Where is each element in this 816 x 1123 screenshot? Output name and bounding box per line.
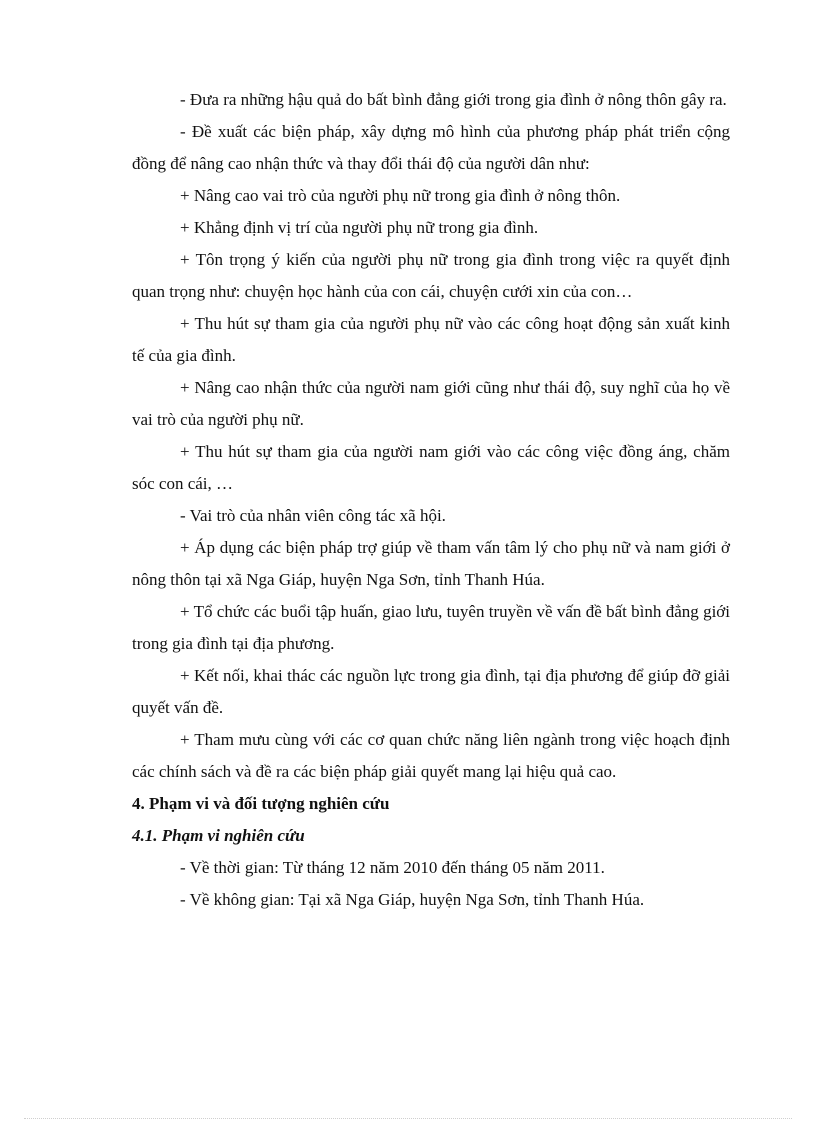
scope-space: - Về không gian: Tại xã Nga Giáp, huyện Nga Sơn, tỉnh Thanh Húa. — [180, 890, 645, 909]
paragraph-women-position: + Khẳng định vị trí của người phụ nữ trong gia đình. — [180, 218, 539, 237]
paragraph-men-participation: + Thu hút sự tham gia của người nam giới vào các công việc đồng áng, chăm sóc con cái, … — [132, 442, 730, 493]
paragraph-respect-opinion: + Tôn trọng ý kiến của người phụ nữ trong gia đình trong việc ra quyết định quan trọng như: chuyện học hành của con cái, chuyện cưới xin của con… — [132, 250, 730, 301]
paragraph-counseling: + Áp dụng các biện pháp trợ giúp về tham vấn tâm lý cho phụ nữ và nam giới ở nông thôn tại xã Nga Giáp, huyện Nga Sơn, tỉnh Thanh Húa. — [132, 538, 730, 589]
paragraph-men-awareness: + Nâng cao nhận thức của người nam giới cũng như thái độ, suy nghĩ của họ về vai trò của người phụ nữ. — [132, 378, 730, 429]
section-heading: 4. Phạm vi và đối tượng nghiên cứu — [132, 794, 390, 813]
subsection-heading: 4.1. Phạm vi nghiên cứu — [132, 826, 305, 845]
paragraph-training: + Tổ chức các buổi tập huấn, giao lưu, tuyên truyền về vấn đề bất bình đẳng giới trong gia đình tại địa phương. — [132, 602, 730, 653]
scope-time: - Về thời gian: Từ tháng 12 năm 2010 đến tháng 05 năm 2011. — [180, 858, 605, 877]
page-bottom-divider — [24, 1118, 792, 1119]
paragraph-resources: + Kết nối, khai thác các nguồn lực trong gia đình, tại địa phương để giúp đỡ giải quyết vấn đề. — [132, 666, 730, 717]
paragraph-women-participation: + Thu hút sự tham gia của người phụ nữ vào các công hoạt động sản xuất kinh tế của gia đình. — [132, 314, 730, 365]
paragraph-consequences: - Đưa ra những hậu quả do bất bình đẳng giới trong gia đình ở nông thôn gây ra. — [180, 90, 727, 109]
paragraph-social-worker-role: - Vai trò của nhân viên công tác xã hội. — [180, 506, 446, 525]
paragraph-proposals: - Đề xuất các biện pháp, xây dựng mô hình của phương pháp phát triển cộng đồng để nâng cao nhận thức và thay đổi thái độ của người dân như: — [132, 122, 730, 173]
paragraph-advising: + Tham mưu cùng với các cơ quan chức năng liên ngành trong việc hoạch định các chính sách và đề ra các biện pháp giải quyết mang lại hiệu quả cao. — [132, 730, 730, 781]
paragraph-women-role: + Nâng cao vai trò của người phụ nữ trong gia đình ở nông thôn. — [180, 186, 621, 205]
